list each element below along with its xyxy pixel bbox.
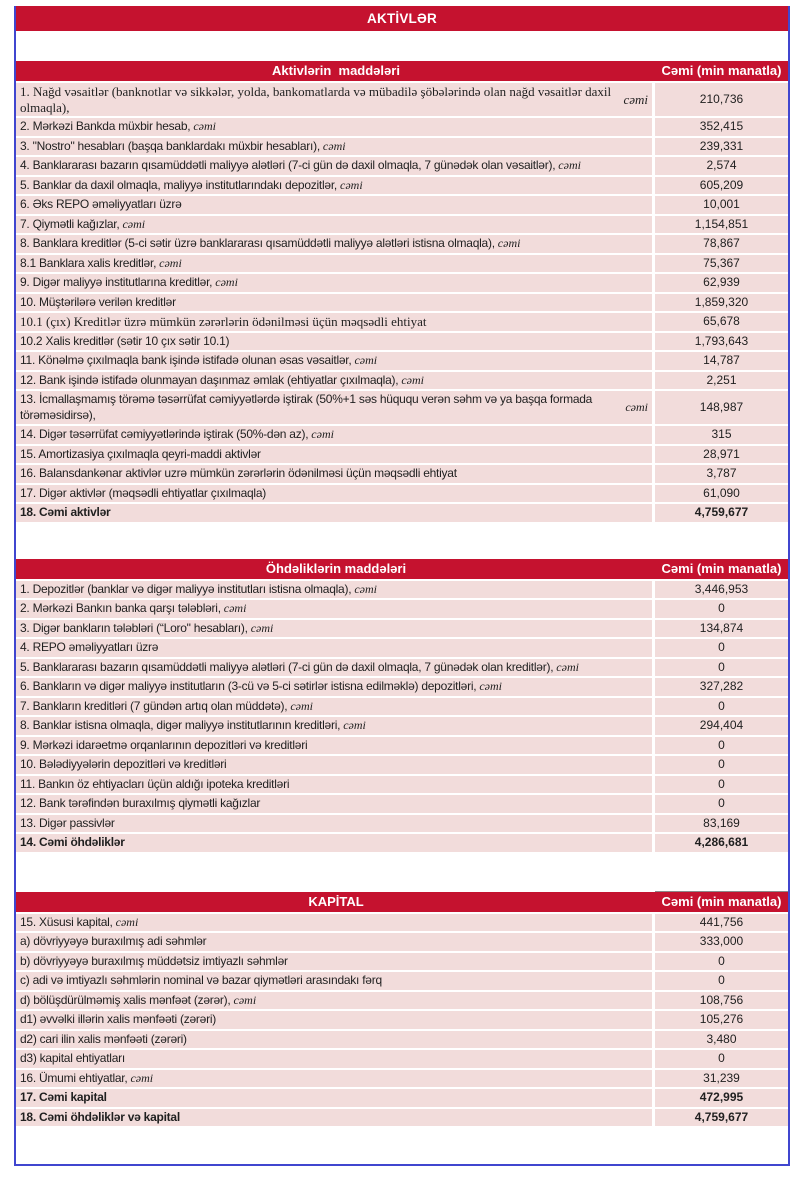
row-value: 0 bbox=[655, 600, 788, 618]
row-label: 11. Könəlmə çıxılmaqla bank işində istifadə olunan əsas vəsaitlər, cəmi bbox=[16, 352, 652, 370]
row-label: 4. Banklararası bazarın qısamüddətli maliyyə alətləri (7-ci gün də daxil olmaqla, 7 günədək olan vəsaitlər), cəmi bbox=[16, 157, 652, 175]
table-row bbox=[16, 795, 788, 815]
row-label: a) dövriyyəyə buraxılmış adi səhmlər bbox=[16, 933, 652, 951]
row-label: 17. Cəmi kapital bbox=[16, 1089, 652, 1107]
row-value: 441,756 bbox=[655, 914, 788, 932]
row-value: 210,736 bbox=[655, 83, 788, 116]
table-row bbox=[16, 196, 788, 216]
row-label-suffix: cəmi bbox=[337, 177, 363, 192]
row-label-suffix: cəmi bbox=[398, 372, 425, 387]
row-label-suffix: cəmi bbox=[351, 353, 378, 367]
capital-header-value: Cəmi (min manatla) bbox=[655, 892, 788, 912]
table-row bbox=[16, 639, 788, 659]
row-label: 12. Bank işində istifadə olunmayan daşınmaz əmlak (ehtiyatlar çıxılmaqla), cəmi bbox=[16, 372, 652, 390]
row-label: 10. Müştərilərə verilən kreditlər bbox=[16, 294, 652, 312]
assets-table bbox=[16, 61, 788, 522]
table-row bbox=[16, 235, 788, 255]
table-row bbox=[16, 717, 788, 737]
table-row bbox=[16, 504, 788, 522]
table-row bbox=[16, 118, 788, 138]
row-value: 14,787 bbox=[655, 352, 788, 370]
table-row bbox=[16, 659, 788, 679]
table-row bbox=[16, 581, 788, 601]
section-gap bbox=[16, 852, 788, 892]
row-value: 65,678 bbox=[655, 313, 788, 331]
row-value: 0 bbox=[655, 698, 788, 716]
row-value: 2,251 bbox=[655, 372, 788, 390]
row-value: 352,415 bbox=[655, 118, 788, 136]
row-label: 1. Depozitlər (banklar və digər maliyyə institutları istisna olmaqla), cəmi bbox=[16, 581, 652, 599]
row-label: 5. Banklararası bazarın qısamüddətli maliyyə alətləri (7-ci gün də daxil olmaqla, 7 günədək olan kreditlər), cəmi bbox=[16, 659, 652, 677]
balance-sheet-frame bbox=[14, 6, 790, 1166]
row-value: 1,154,851 bbox=[655, 216, 788, 234]
row-label: 18. Cəmi öhdəliklər və kapital bbox=[16, 1109, 652, 1127]
row-label: 6. Əks REPO əməliyyatları üzrə bbox=[16, 196, 652, 214]
table-row bbox=[16, 391, 788, 426]
capital-header-row bbox=[16, 892, 788, 914]
row-label: 1. Nağd vəsaitlər (banknotlar və sikkələr, yolda, bankomatlarda və mübadilə şöbələrində olan nağd vəsaitlər daxil olmaqla), cəmi bbox=[16, 83, 652, 116]
row-label: 2. Mərkəzi Bankın banka qarşı tələbləri, cəmi bbox=[16, 600, 652, 618]
row-label: 5. Banklar da daxil olmaqla, maliyyə institutlarındakı depozitlər, cəmi bbox=[16, 177, 652, 195]
row-value: 4,759,677 bbox=[655, 1109, 788, 1127]
row-value: 239,331 bbox=[655, 138, 788, 156]
row-label: 11. Bankın öz ehtiyacları üçün aldığı ipoteka kreditləri bbox=[16, 776, 652, 794]
row-label: 16. Balansdankənar aktivlər uzrə mümkün zərərlərin ödənilməsi üçün məqsədli ehtiyat bbox=[16, 465, 652, 483]
row-value: 75,367 bbox=[655, 255, 788, 273]
liabilities-table bbox=[16, 559, 788, 852]
row-label: 7. Qiymətli kağızlar, cəmi bbox=[16, 216, 652, 234]
row-value: 31,239 bbox=[655, 1070, 788, 1088]
row-label-suffix: cəmi bbox=[156, 255, 182, 270]
row-label-suffix: cəmi bbox=[622, 399, 648, 414]
table-row bbox=[16, 177, 788, 197]
table-row bbox=[16, 426, 788, 446]
row-label: 13. İcmallaşmamış törəmə təsərrüfat cəmiyyətlərdə iştirak (50%+1 səs hüququ verən səhm və ya başqa formada törəməsidirsə), cəmi bbox=[16, 391, 652, 424]
row-value: 108,756 bbox=[655, 992, 788, 1010]
row-label-suffix: cəmi bbox=[555, 158, 581, 172]
row-label: 14. Cəmi öhdəliklər bbox=[16, 834, 652, 852]
row-value: 605,209 bbox=[655, 177, 788, 195]
table-row bbox=[16, 313, 788, 333]
row-label: 14. Digər təsərrüfat cəmiyyətlərində iştirak (50%-dən az), cəmi bbox=[16, 426, 652, 444]
row-label: d2) cari ilin xalis mənfəəti (zərəri) bbox=[16, 1031, 652, 1049]
row-value: 315 bbox=[655, 426, 788, 444]
capital-header-label: KAPİTAL bbox=[16, 892, 655, 912]
row-label: 8. Banklar istisna olmaqla, digər maliyyə institutlarının kreditləri, cəmi bbox=[16, 717, 652, 735]
row-label: 8. Banklara kreditlər (5-ci sətir üzrə banklararası qısamüddətli maliyyə alətləri istisna olmaqla), cəmi bbox=[16, 235, 652, 253]
table-row bbox=[16, 1011, 788, 1031]
table-row bbox=[16, 138, 788, 158]
table-row bbox=[16, 83, 788, 118]
row-value: 294,404 bbox=[655, 717, 788, 735]
table-row bbox=[16, 216, 788, 236]
row-label-suffix: cəmi bbox=[340, 718, 366, 732]
row-label: 10.1 (çıx) Kreditlər üzrə mümkün zərərlərin ödənilməsi üçün məqsədli ehtiyat bbox=[16, 313, 652, 331]
row-label-suffix: cəmi bbox=[119, 216, 146, 231]
row-value: 148,987 bbox=[655, 391, 788, 424]
row-label: d3) kapital ehtiyatları bbox=[16, 1050, 652, 1068]
table-row bbox=[16, 1050, 788, 1070]
row-label: 6. Bankların və digər maliyyə institutların (3-cü və 5-ci sətirlər istisna edilməklə) depozitləri, cəmi bbox=[16, 678, 652, 696]
row-label: 9. Mərkəzi idarəetmə orqanlarının depozitləri və kreditləri bbox=[16, 737, 652, 755]
table-row bbox=[16, 756, 788, 776]
table-row bbox=[16, 465, 788, 485]
table-row bbox=[16, 776, 788, 796]
row-value: 0 bbox=[655, 972, 788, 990]
row-value: 4,286,681 bbox=[655, 834, 788, 852]
row-value: 3,787 bbox=[655, 465, 788, 483]
table-row bbox=[16, 485, 788, 505]
row-label: 2. Mərkəzi Bankda müxbir hesab, cəmi bbox=[16, 118, 652, 136]
table-row bbox=[16, 953, 788, 973]
row-value: 78,867 bbox=[655, 235, 788, 253]
row-label-suffix: cəmi bbox=[308, 427, 334, 441]
row-label-suffix: cəmi bbox=[476, 679, 503, 693]
row-label: 18. Cəmi aktivlər bbox=[16, 504, 652, 522]
table-row bbox=[16, 333, 788, 353]
assets-header-row bbox=[16, 61, 788, 83]
row-value: 0 bbox=[655, 737, 788, 755]
table-row bbox=[16, 157, 788, 177]
row-label: 10. Bələdiyyələrin depozitləri və kreditləri bbox=[16, 756, 652, 774]
row-value: 0 bbox=[655, 756, 788, 774]
table-row bbox=[16, 972, 788, 992]
row-value: 134,874 bbox=[655, 620, 788, 638]
table-row bbox=[16, 914, 788, 934]
row-label-suffix: cəmi bbox=[319, 138, 346, 153]
liabilities-header-value: Cəmi (min manatla) bbox=[655, 559, 788, 579]
table-row bbox=[16, 274, 788, 294]
table-row bbox=[16, 620, 788, 640]
section-gap bbox=[16, 31, 788, 61]
row-label: 8.1 Banklara xalis kreditlər, cəmi bbox=[16, 255, 652, 273]
row-label: 16. Ümumi ehtiyatlar, cəmi bbox=[16, 1070, 652, 1088]
row-label-suffix: cəmi bbox=[112, 914, 139, 929]
row-label-suffix: cəmi bbox=[230, 992, 257, 1007]
row-label-suffix: cəmi bbox=[351, 581, 377, 596]
table-row bbox=[16, 698, 788, 718]
table-row bbox=[16, 352, 788, 372]
row-label: 4. REPO əməliyyatları üzrə bbox=[16, 639, 652, 657]
row-value: 83,169 bbox=[655, 815, 788, 833]
row-label: 15. Xüsusi kapital, cəmi bbox=[16, 914, 652, 932]
row-label: c) adi və imtiyazlı səhmlərin nominal və bazar qiymətləri arasındakı fərq bbox=[16, 972, 652, 990]
liabilities-header-row bbox=[16, 559, 788, 581]
row-value: 62,939 bbox=[655, 274, 788, 292]
row-value: 0 bbox=[655, 795, 788, 813]
row-label-suffix: cəmi bbox=[220, 601, 247, 615]
row-label: d) bölüşdürülməmiş xalis mənfəət (zərər), cəmi bbox=[16, 992, 652, 1010]
row-label-suffix: cəmi bbox=[553, 659, 579, 674]
row-label: 13. Digər passivlər bbox=[16, 815, 652, 833]
row-label: 7. Bankların kreditləri (7 gündən artıq olan müddətə), cəmi bbox=[16, 698, 652, 716]
row-label: 9. Digər maliyyə institutlarına kreditlər, cəmi bbox=[16, 274, 652, 292]
row-value: 4,759,677 bbox=[655, 504, 788, 522]
row-value: 28,971 bbox=[655, 446, 788, 464]
table-row bbox=[16, 737, 788, 757]
table-row bbox=[16, 372, 788, 392]
row-label-suffix: cəmi bbox=[287, 698, 313, 713]
table-row bbox=[16, 815, 788, 835]
row-value: 0 bbox=[655, 776, 788, 794]
row-value: 1,793,643 bbox=[655, 333, 788, 351]
row-value: 0 bbox=[655, 639, 788, 657]
row-value: 61,090 bbox=[655, 485, 788, 503]
row-value: 3,446,953 bbox=[655, 581, 788, 599]
table-row bbox=[16, 1070, 788, 1090]
capital-table bbox=[16, 892, 788, 1127]
table-row bbox=[16, 255, 788, 275]
table-row bbox=[16, 446, 788, 466]
section-gap bbox=[16, 522, 788, 559]
row-label-suffix: cəmi bbox=[212, 275, 238, 289]
row-value: 10,001 bbox=[655, 196, 788, 214]
row-label: b) dövriyyəyə buraxılmış müddətsiz imtiyazlı səhmlər bbox=[16, 953, 652, 971]
table-row bbox=[16, 600, 788, 620]
row-value: 472,995 bbox=[655, 1089, 788, 1107]
table-row bbox=[16, 678, 788, 698]
row-label-suffix: cəmi bbox=[494, 236, 521, 250]
table-row bbox=[16, 834, 788, 852]
row-label-suffix: cəmi bbox=[127, 1070, 154, 1085]
row-label-suffix: cəmi bbox=[620, 91, 648, 107]
row-label-suffix: cəmi bbox=[190, 119, 216, 133]
assets-header-value: Cəmi (min manatla) bbox=[655, 61, 788, 81]
row-value: 2,574 bbox=[655, 157, 788, 175]
row-label: 17. Digər aktivlər (məqsədli ehtiyatlar çıxılmaqla) bbox=[16, 485, 652, 503]
row-value: 0 bbox=[655, 953, 788, 971]
row-value: 327,282 bbox=[655, 678, 788, 696]
row-label-suffix: cəmi bbox=[247, 620, 274, 635]
row-label: 15. Amortizasiya çıxılmaqla qeyri-maddi aktivlər bbox=[16, 446, 652, 464]
assets-title-band: AKTİVLƏR bbox=[16, 6, 788, 31]
table-row bbox=[16, 1031, 788, 1051]
row-label: 3. "Nostro" hesabları (başqa banklardakı müxbir hesabları), cəmi bbox=[16, 138, 652, 156]
table-row bbox=[16, 294, 788, 314]
row-value: 333,000 bbox=[655, 933, 788, 951]
liabilities-header-label: Öhdəliklərin maddələri bbox=[16, 559, 655, 579]
row-value: 105,276 bbox=[655, 1011, 788, 1029]
row-value: 0 bbox=[655, 659, 788, 677]
row-label: d1) əvvəlki illərin xalis mənfəəti (zərəri) bbox=[16, 1011, 652, 1029]
table-row bbox=[16, 933, 788, 953]
assets-header-label: Aktivlərin maddələri bbox=[16, 61, 655, 81]
row-value: 0 bbox=[655, 1050, 788, 1068]
row-value: 3,480 bbox=[655, 1031, 788, 1049]
table-row bbox=[16, 992, 788, 1012]
row-label: 10.2 Xalis kreditlər (sətir 10 çıx sətir 10.1) bbox=[16, 333, 652, 351]
table-row bbox=[16, 1109, 788, 1127]
row-value: 1,859,320 bbox=[655, 294, 788, 312]
row-label: 12. Bank tərəfindən buraxılmış qiymətli kağızlar bbox=[16, 795, 652, 813]
table-row bbox=[16, 1089, 788, 1109]
row-label: 3. Digər bankların tələbləri (“Loro" hesabları), cəmi bbox=[16, 620, 652, 638]
